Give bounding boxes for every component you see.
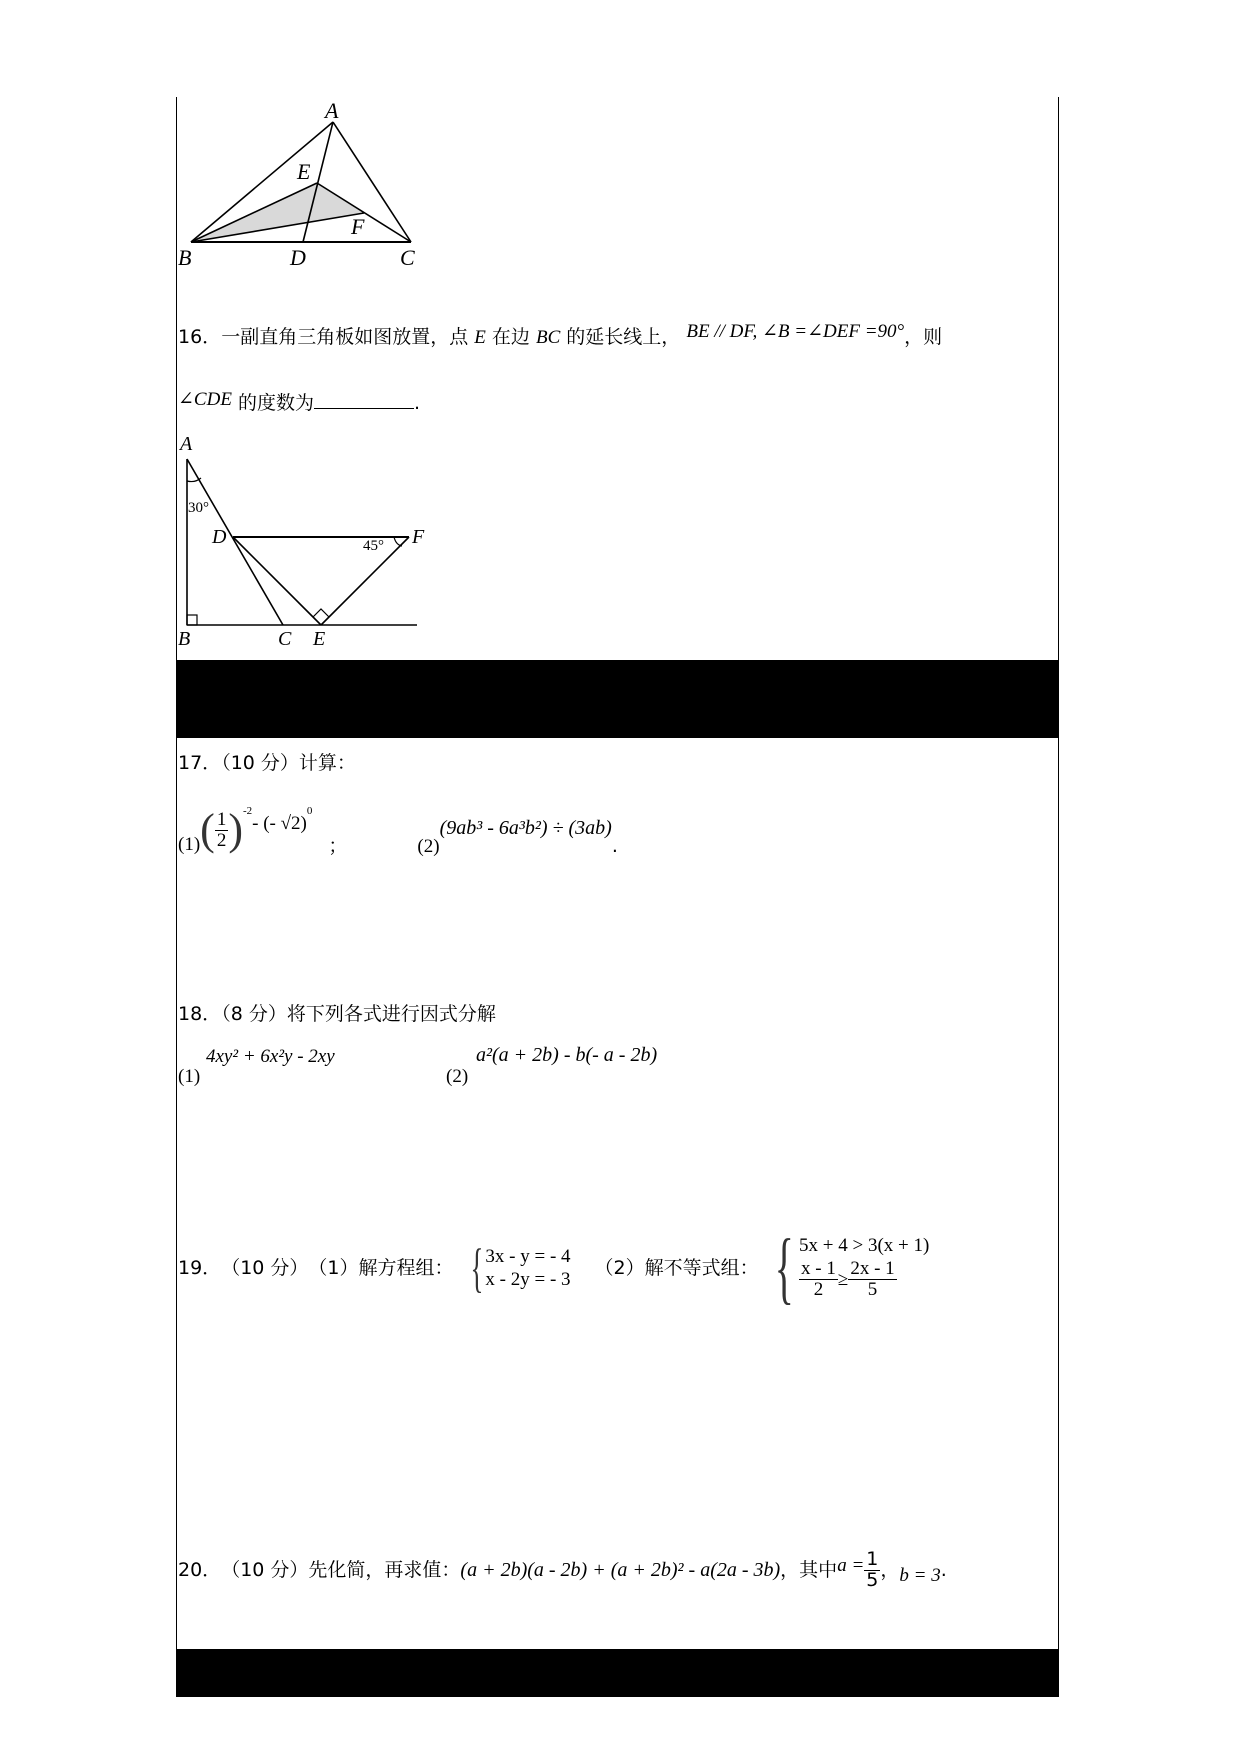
question-title: 先化简，再求值： (308, 1558, 461, 1581)
fraction (848, 1259, 896, 1300)
numerator: x - 1 (801, 1258, 836, 1280)
exponent: 0 (306, 805, 313, 817)
question-text: ，则 (904, 326, 943, 348)
math-expr: 4xy² + 6x²y - 2xy (206, 1046, 335, 1067)
question-points: （10 分） (221, 1256, 309, 1279)
math-var: b = 3 (899, 1564, 941, 1586)
label-d: D (212, 526, 227, 548)
math-expr: (a + 2b)(a - 2b) + (a + 2b)² - a(2a - 3b) (460, 1559, 781, 1581)
figure-15-triangle (176, 97, 456, 277)
part-label: (1) (178, 834, 201, 855)
equation-lines (485, 1247, 570, 1289)
part-label: (2) (446, 1066, 469, 1087)
page-frame-left-border (176, 97, 177, 1697)
semicolon: ； (328, 835, 348, 857)
comma: ， (880, 1558, 900, 1581)
inequality-lines (799, 1236, 929, 1300)
equation-1: 3x - y = - 4 (485, 1246, 571, 1267)
numerator: 2x - 1 (850, 1258, 895, 1280)
numerator: 1 (216, 808, 227, 830)
equation-system (464, 1238, 571, 1298)
exponent: -2 (242, 805, 253, 817)
question-points: （10 分） (221, 1558, 309, 1581)
denominator: 5 (866, 1568, 879, 1591)
question-text: ，其中 (780, 1558, 838, 1581)
denominator: 2 (216, 829, 227, 851)
math-expr: - (- √2) (252, 812, 307, 834)
inequality-system (765, 1224, 930, 1312)
part-label: (2) (417, 836, 440, 857)
period: . (611, 835, 618, 857)
question-title: 将下列各式进行因式分解 (286, 1003, 496, 1025)
math-expr: (9ab³ - 6a³b²) ÷ (3ab) (439, 817, 612, 839)
ge-sign: ≥ (837, 1269, 849, 1290)
label-f: F (412, 526, 425, 548)
question-16-line2 (178, 389, 421, 414)
fraction-one-half (215, 810, 229, 851)
part-label: （1）解方程组： (308, 1256, 454, 1279)
math-var: a = (837, 1554, 865, 1576)
question-title: 计算： (298, 752, 356, 774)
inequality-2 (799, 1259, 929, 1300)
fraction (799, 1259, 838, 1300)
question-text: 一副直角三角板如图放置，点 (221, 326, 469, 348)
inequality-1: 5x + 4 > 3(x + 1) (799, 1235, 930, 1257)
equation-2: x - 2y = - 3 (485, 1269, 571, 1290)
question-16-line1 (178, 321, 943, 348)
math-expr: a²(a + 2b) - b(- a - 2b) (476, 1044, 658, 1066)
left-brace: { (469, 1238, 483, 1298)
question-number: 17． (178, 752, 222, 774)
question-19 (178, 1218, 929, 1318)
fraction-one-fifth (864, 1547, 880, 1591)
math-var: E (474, 327, 486, 348)
question-points: （8 分） (221, 1003, 287, 1025)
question-20 (178, 1545, 947, 1595)
label-c: C (400, 245, 415, 270)
redaction-bar (176, 1649, 1059, 1697)
answer-blank[interactable] (314, 392, 414, 409)
angle-30-label: 30° (188, 500, 209, 516)
math-var: BC (535, 327, 561, 348)
label-d: D (290, 245, 306, 270)
period: . (413, 392, 421, 414)
question-number: 19． (178, 1256, 222, 1279)
math-angle: ∠CDE (178, 389, 232, 410)
left-paren: ( (200, 805, 215, 854)
label-c: C (278, 628, 292, 650)
label-b: B (178, 628, 191, 650)
label-e: E (297, 159, 311, 184)
math-condition: BE // DF, ∠B =∠DEF =90° (686, 321, 905, 342)
question-number: 16． (178, 326, 222, 348)
question-number: 20． (178, 1558, 222, 1581)
question-17-parts (178, 800, 618, 860)
question-points: （10 分） (221, 752, 299, 774)
question-text: 在边 (491, 326, 530, 348)
label-a: A (325, 98, 339, 123)
right-paren: ) (228, 805, 243, 854)
question-number: 18． (178, 1003, 222, 1025)
denominator: 5 (867, 1279, 878, 1300)
figure-16-set-squares (176, 430, 436, 660)
question-text: 的度数为 (237, 392, 314, 414)
question-text: 的延长线上， (566, 326, 681, 348)
part-label: （2）解不等式组： (594, 1256, 759, 1279)
denominator: 2 (813, 1279, 824, 1300)
page-frame-right-border (1058, 97, 1059, 1697)
numerator: 1 (866, 1547, 879, 1570)
question-17-header (178, 754, 356, 773)
redaction-bar (176, 660, 1059, 738)
label-a: A (180, 433, 193, 455)
angle-45-label: 45° (363, 538, 384, 554)
question-18-header (178, 1005, 496, 1024)
label-f: F (351, 214, 365, 239)
period: . (940, 1558, 947, 1581)
part-label: (1) (178, 1066, 201, 1087)
left-brace: { (774, 1224, 794, 1312)
label-b: B (178, 245, 192, 270)
label-e: E (313, 628, 326, 650)
